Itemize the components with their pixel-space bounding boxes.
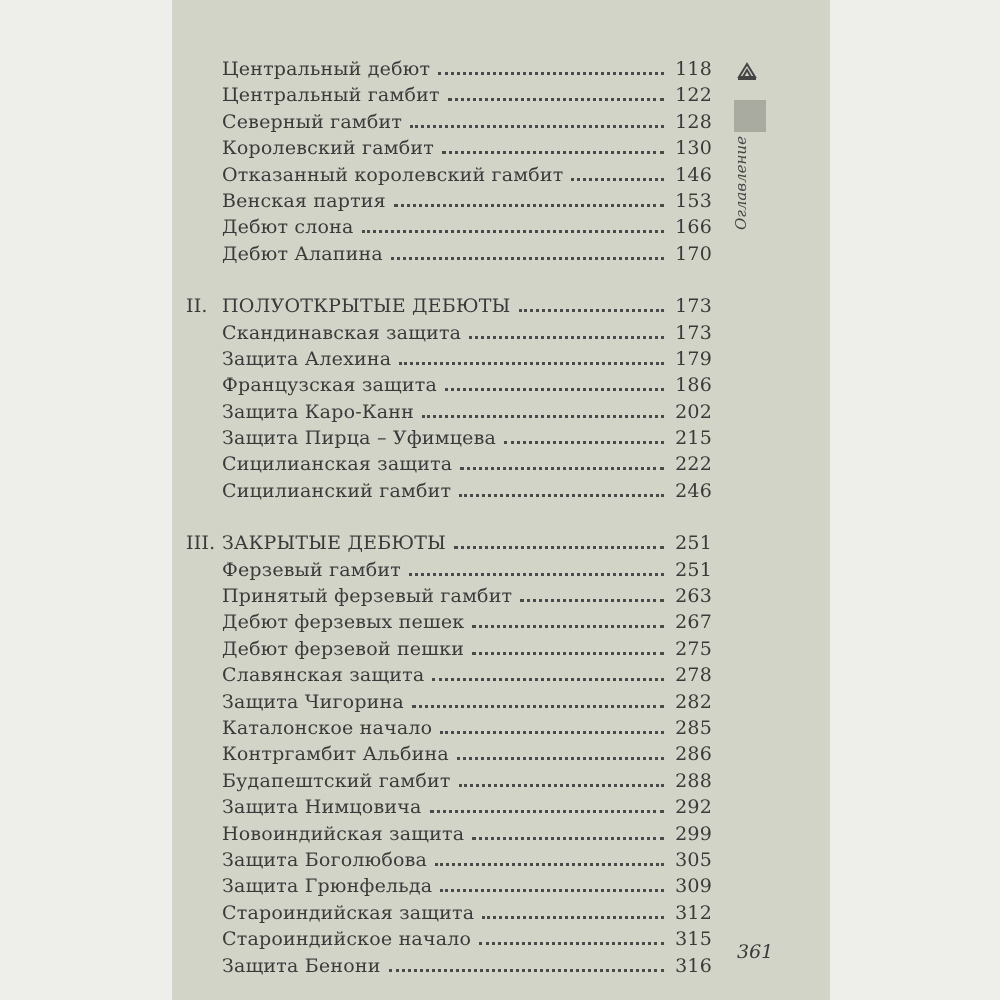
toc-section-number: II. xyxy=(186,295,208,318)
toc-entry-page: 222 xyxy=(675,453,712,476)
dot-leader xyxy=(409,572,664,576)
toc-entry-page: 128 xyxy=(675,110,712,133)
dot-leader xyxy=(448,97,664,101)
toc-entry xyxy=(222,796,712,822)
toc-entry xyxy=(222,849,712,875)
toc-entry xyxy=(222,664,712,690)
dot-leader xyxy=(410,124,664,128)
toc-section-name: ПОЛУОТКРЫТЫЕ ДЕБЮТЫ xyxy=(222,295,511,318)
toc-entry-title: Сицилианская защита xyxy=(222,453,453,476)
running-head-label: Оглавление xyxy=(732,136,750,230)
toc-section-title xyxy=(186,532,450,555)
toc-entry xyxy=(222,638,712,664)
dot-leader xyxy=(454,545,664,549)
toc-entry-title: Дебют Алапина xyxy=(222,242,383,265)
dot-leader xyxy=(430,809,665,813)
toc-entry xyxy=(222,243,712,269)
toc-entry xyxy=(222,955,712,981)
toc-entry-title: Сицилианский гамбит xyxy=(222,479,452,502)
toc-entry-page: 153 xyxy=(675,189,712,212)
toc-section-title xyxy=(186,295,515,318)
toc-entry-title: Защита Грюнфельда xyxy=(222,875,433,898)
toc-entry-page: 299 xyxy=(675,822,712,845)
toc-entry-title: Будапештский гамбит xyxy=(222,769,451,792)
dot-leader xyxy=(504,440,664,444)
toc-entry xyxy=(222,58,712,84)
toc-entry-title: Венская партия xyxy=(222,189,386,212)
toc-entry-title: Ферзевый гамбит xyxy=(222,558,401,581)
toc-entry-title: Славянская защита xyxy=(222,664,425,687)
toc-entry-page: 122 xyxy=(675,84,712,107)
toc-entry-title: Принятый ферзевый гамбит xyxy=(222,585,513,608)
toc-entry xyxy=(222,902,712,928)
dot-leader xyxy=(472,836,664,840)
toc-entry-page: 146 xyxy=(675,163,712,186)
toc-entry-title: Дебют слона xyxy=(222,216,354,239)
table-of-contents xyxy=(186,58,712,981)
dot-leader xyxy=(412,704,664,708)
toc-entry-page: 285 xyxy=(675,716,712,739)
toc-entry-page: 202 xyxy=(675,400,712,423)
toc-entry xyxy=(222,480,712,506)
dot-leader xyxy=(422,414,664,418)
dot-leader xyxy=(460,466,664,470)
toc-entry xyxy=(222,585,712,611)
toc-entry-title: Королевский гамбит xyxy=(222,137,434,160)
dot-leader xyxy=(482,915,664,919)
toc-entry-page: 263 xyxy=(675,585,712,608)
dot-leader xyxy=(442,150,664,154)
toc-entry-title: Защита Чигорина xyxy=(222,690,404,713)
toc-entry-page: 166 xyxy=(675,216,712,239)
toc-entry-title: Центральный дебют xyxy=(222,58,431,80)
dot-leader xyxy=(438,71,664,75)
toc-section-heading xyxy=(186,532,712,558)
toc-entry-page: 286 xyxy=(675,743,712,766)
toc-entry-page: 288 xyxy=(675,769,712,792)
toc-entry xyxy=(222,559,712,585)
dot-leader xyxy=(445,387,664,391)
toc-entry-page: 246 xyxy=(675,479,712,502)
dot-leader xyxy=(394,203,664,207)
dot-leader xyxy=(457,756,664,760)
toc-entry-page: 305 xyxy=(675,848,712,871)
toc-entry-page: 292 xyxy=(675,796,712,819)
toc-entry-title: Французская защита xyxy=(222,374,438,397)
dot-leader xyxy=(472,624,664,628)
toc-entry-page: 316 xyxy=(675,954,712,977)
toc-entry-page: 173 xyxy=(675,321,712,344)
toc-entry-page: 267 xyxy=(675,611,712,634)
dot-leader xyxy=(440,730,664,734)
toc-entry-title: Контргамбит Альбина xyxy=(222,743,449,766)
dot-leader xyxy=(571,177,664,181)
book-page xyxy=(172,0,830,1000)
toc-entry-page: 251 xyxy=(675,532,712,555)
toc-entry-page: 118 xyxy=(675,58,712,80)
toc-entry xyxy=(222,717,712,743)
toc-entry-page: 315 xyxy=(675,928,712,951)
toc-entry-title: Отказанный королевский гамбит xyxy=(222,163,564,186)
toc-section-number: III. xyxy=(186,532,216,555)
toc-section-heading xyxy=(186,295,712,321)
toc-entry-page: 312 xyxy=(675,901,712,924)
toc-entry xyxy=(222,374,712,400)
toc-entry-page: 130 xyxy=(675,137,712,160)
toc-entry xyxy=(222,691,712,717)
dot-leader xyxy=(435,862,664,866)
toc-entry-title: Центральный гамбит xyxy=(222,84,440,107)
toc-entry-title: Защита Алехина xyxy=(222,347,392,370)
dot-leader xyxy=(472,651,664,655)
toc-entry xyxy=(222,453,712,479)
toc-entry xyxy=(222,611,712,637)
dot-leader xyxy=(459,783,664,787)
dot-leader xyxy=(469,335,664,339)
toc-entry-page: 170 xyxy=(675,242,712,265)
toc-entry-title: Новоиндийская защита xyxy=(222,822,465,845)
dot-leader xyxy=(391,256,664,260)
toc-entry xyxy=(222,743,712,769)
toc-entry xyxy=(222,928,712,954)
toc-entry-page: 309 xyxy=(675,875,712,898)
toc-entry xyxy=(222,770,712,796)
toc-entry xyxy=(222,401,712,427)
toc-entry xyxy=(222,164,712,190)
dot-leader xyxy=(519,308,664,312)
toc-entry-title: Староиндийское начало xyxy=(222,928,472,951)
toc-entry-title: Защита Нимцовича xyxy=(222,796,422,819)
toc-entry-title: Дебют ферзевой пешки xyxy=(222,637,465,660)
toc-entry xyxy=(222,322,712,348)
toc-entry-page: 179 xyxy=(675,347,712,370)
toc-entry xyxy=(222,348,712,374)
toc-entry-title: Защита Бенони xyxy=(222,954,381,977)
toc-entry-page: 282 xyxy=(675,690,712,713)
toc-entry xyxy=(222,111,712,137)
dot-leader xyxy=(520,598,664,602)
toc-entry-page: 278 xyxy=(675,664,712,687)
toc-entry-title: Защита Боголюбова xyxy=(222,848,428,871)
toc-entry-title: Северный гамбит xyxy=(222,110,403,133)
toc-entry xyxy=(222,427,712,453)
toc-entry-title: Защита Пирца – Уфимцева xyxy=(222,427,497,450)
toc-entry-page: 186 xyxy=(675,374,712,397)
dot-leader xyxy=(459,493,664,497)
toc-entry-page: 251 xyxy=(675,558,712,581)
toc-entry-title: Каталонское начало xyxy=(222,716,433,739)
page-number: 361 xyxy=(737,941,774,963)
dot-leader xyxy=(389,968,664,972)
toc-entry xyxy=(222,190,712,216)
toc-entry xyxy=(222,137,712,163)
toc-entry-title: Староиндийская защита xyxy=(222,901,475,924)
toc-entry xyxy=(222,823,712,849)
toc-entry-title: Защита Каро-Канн xyxy=(222,400,414,423)
dot-leader xyxy=(399,361,664,365)
toc-entry xyxy=(222,875,712,901)
dot-leader xyxy=(479,941,664,945)
toc-entry-page: 215 xyxy=(675,427,712,450)
dot-leader xyxy=(362,229,664,233)
toc-entry-page: 173 xyxy=(675,295,712,318)
toc-entry-page: 275 xyxy=(675,637,712,660)
dot-leader xyxy=(432,677,664,681)
toc-entry-title: Скандинавская защита xyxy=(222,321,462,344)
toc-entry xyxy=(222,84,712,110)
toc-section-name: ЗАКРЫТЫЕ ДЕБЮТЫ xyxy=(222,532,447,555)
book-logo-icon xyxy=(736,60,758,82)
toc-entry-title: Дебют ферзевых пешек xyxy=(222,611,465,634)
toc-entry xyxy=(222,216,712,242)
dot-leader xyxy=(440,888,664,892)
